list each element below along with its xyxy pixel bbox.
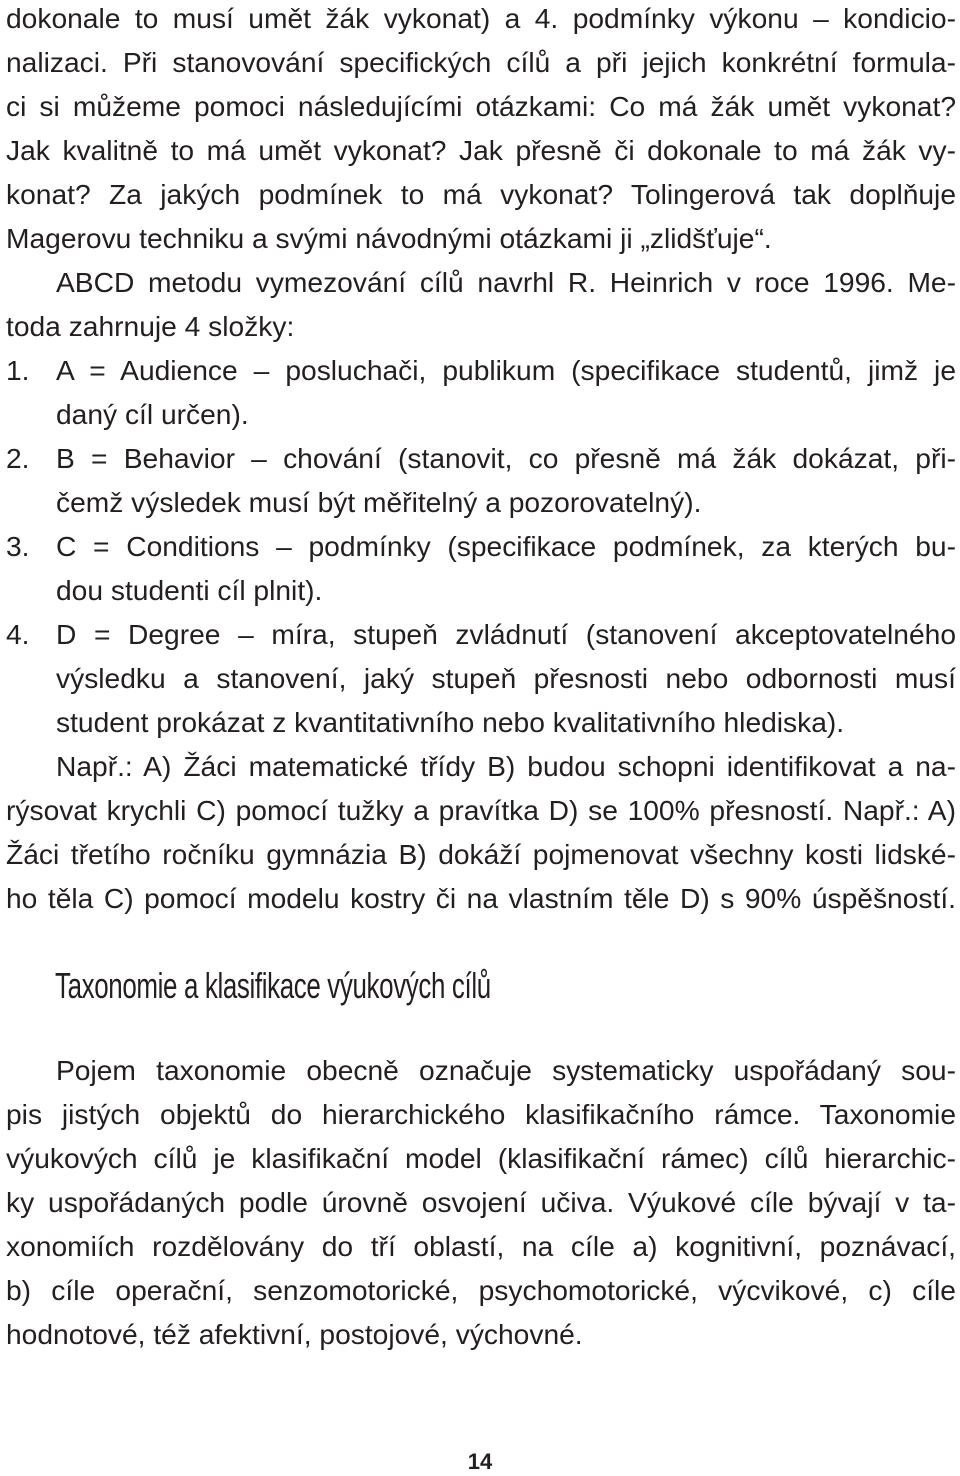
text-line: Magerovu techniku a svými návodnými otázkami ji „zlidšťuje“. <box>6 222 772 254</box>
list-text-line: B = Behavior – chování (stanovit, co přesně má žák dokázat, při- <box>56 442 956 474</box>
text-line: b) cíle operační, senzomotorické, psychomotorické, výcvikové, c) cíle <box>6 1274 956 1306</box>
list-number: 2. <box>6 442 30 474</box>
list-text-line: čemž výsledek musí být měřitelný a pozorovatelný). <box>56 486 702 518</box>
list-text-line: výsledku a stanovení, jaký stupeň přesnosti nebo odbornosti musí <box>56 662 956 694</box>
text-line: dokonale to musí umět žák vykonat) a 4. podmínky výkonu – kondicio- <box>6 2 956 34</box>
text-line: ho těla C) pomocí modelu kostry či na vlastním těle D) s 90% úspěšností. <box>6 882 956 914</box>
list-text-line: dou studenti cíl plnit). <box>56 574 323 606</box>
text-line: konat? Za jakých podmínek to má vykonat? Tolingerová tak doplňuje <box>6 178 956 210</box>
list-text-line: daný cíl určen). <box>56 398 249 430</box>
text-line: nalizaci. Při stanovování specifických cílů a při jejich konkrétní formula- <box>6 46 956 78</box>
text-line: Pojem taxonomie obecně označuje systematicky uspořádaný sou- <box>56 1054 956 1086</box>
text-line: ci si můžeme pomoci následujícími otázkami: Co má žák umět vykonat? <box>6 90 956 122</box>
section-heading: Taxonomie a klasifikace výukových cílů <box>55 965 491 1006</box>
text-line: hodnotové, též afektivní, postojové, výchovné. <box>6 1318 583 1350</box>
text-line: výukových cílů je klasifikační model (klasifikační rámec) cílů hierarchic- <box>6 1142 956 1174</box>
list-text-line: C = Conditions – podmínky (specifikace podmínek, za kterých bu- <box>56 530 956 562</box>
text-line: Žáci třetího ročníku gymnázia B) dokáží pojmenovat všechny kosti lidské- <box>6 838 956 870</box>
list-text-line: D = Degree – míra, stupeň zvládnutí (stanovení akceptovatelného <box>56 618 956 650</box>
text-line: toda zahrnuje 4 složky: <box>6 310 295 342</box>
list-number: 1. <box>6 354 30 386</box>
text-line: xonomiích rozdělovány do tří oblastí, na cíle a) kognitivní, poznávací, <box>6 1230 956 1262</box>
text-line: rýsovat krychli C) pomocí tužky a pravítka D) se 100% přesností. Např.: A) <box>6 794 956 826</box>
list-number: 4. <box>6 618 30 650</box>
text-line: ky uspořádaných podle úrovně osvojení učiva. Výukové cíle bývají v ta- <box>6 1186 956 1218</box>
list-number: 3. <box>6 530 30 562</box>
text-line: Např.: A) Žáci matematické třídy B) budou schopni identifikovat a na- <box>56 750 956 782</box>
list-text-line: student prokázat z kvantitativního nebo kvalitativního hlediska). <box>56 706 845 738</box>
text-line: Jak kvalitně to má umět vykonat? Jak přesně či dokonale to má žák vy- <box>6 134 956 166</box>
list-text-line: A = Audience – posluchači, publikum (specifikace studentů, jimž je <box>56 354 956 386</box>
text-line: pis jistých objektů do hierarchického klasifikačního rámce. Taxonomie <box>6 1098 956 1130</box>
page-number: 14 <box>467 1449 493 1474</box>
text-line: ABCD metodu vymezování cílů navrhl R. Heinrich v roce 1996. Me- <box>56 266 956 298</box>
